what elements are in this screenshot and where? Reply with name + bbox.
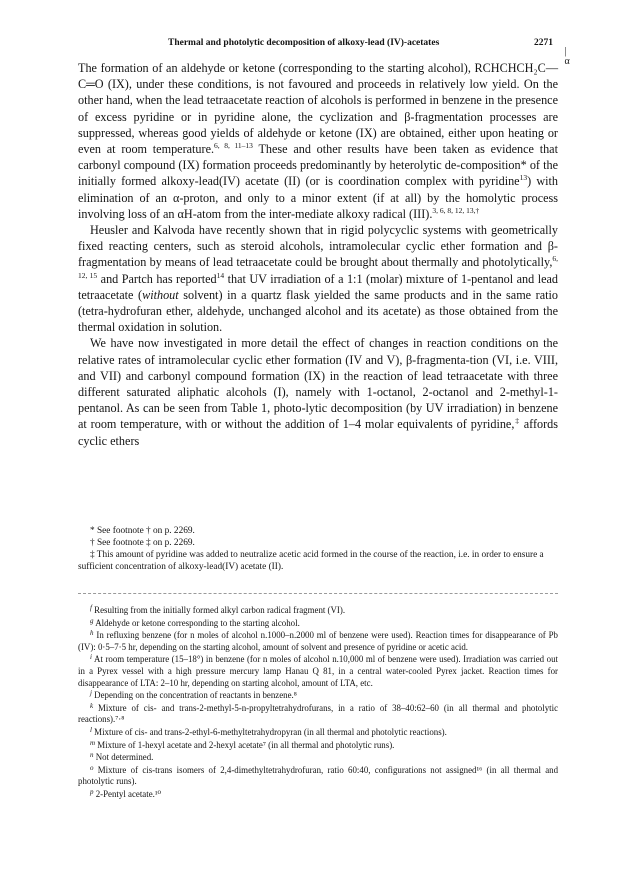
- footnote: * See footnote † on p. 2269.: [90, 526, 195, 536]
- p1-formula-line: [78, 46, 570, 221]
- footnote-mark: f: [90, 604, 92, 612]
- ref-cite: 6, 12, 15: [78, 254, 558, 280]
- table-footnote: [78, 630, 558, 653]
- footnote-mark: o: [90, 763, 94, 772]
- table-footnote: [78, 605, 558, 617]
- running-head: [78, 36, 553, 52]
- table-footnote: [78, 740, 558, 752]
- footnote-text: Aldehyde or ketone corresponding to the starting alcohol.: [95, 617, 300, 628]
- ref-cite: 3, 6, 8, 12, 13,: [432, 205, 476, 215]
- p1-first-line: The formation of an aldehyde or ketone (corresponding to the starting alcohol),: [78, 61, 471, 75]
- p2-text-b: and Partch has reported: [97, 271, 217, 286]
- table-footnote: [78, 654, 558, 689]
- paragraph-3: [78, 335, 558, 448]
- footnote-text: Not determined.: [95, 752, 154, 763]
- footnote-mark: m: [90, 738, 96, 747]
- p2-text-d: solvent) in a quartz flask yielded the same products and in the same ratio (tetra-hydrofuran ether, aldehyde, unchanged alcohol and its acetate) as those obtained from the thermal oxidation in solution.: [78, 287, 558, 335]
- footnote-mark: k: [90, 701, 94, 710]
- footnote-text: At room temperature (15–18°) in benzene (for n moles of alcohol n.10,000 ml of benzene were used). Irradiation was carried out in a Pyrex vessel with a high pressure mercury lamp Hanau Q 81, in a central water-cooled Pyrex jacket. Reaction times for disappearance of LTA: 2–10 hr, depending on starting alcohol, amount of LTA, etc.: [78, 654, 559, 688]
- table-footnote: [78, 727, 558, 739]
- running-head-title: Thermal and photolytic decomposition of alkoxy-lead (IV)-acetates: [168, 38, 440, 48]
- footnote-text: Resulting from the initially formed alkyl carbon radical fragment (VI).: [94, 605, 346, 615]
- footnote-text: Mixture of cis- and trans-2-ethyl-6-methyltetrahydropyran (in all thermal and photolytic reactions).: [94, 726, 447, 737]
- footnote-mark: i: [90, 653, 92, 662]
- footnote-mark: l: [90, 725, 92, 734]
- page-footnotes: [78, 525, 558, 573]
- alpha-bond-mark: |α: [564, 46, 570, 67]
- table-footnote: [78, 618, 558, 630]
- p1-text-a: RCHCHCH₂C—C═O (IX), under these conditions, is not favoured and proceeds in relatively low yield. On the other hand, when the lead tetraacetate reaction of alcohols is performed in benzene in the presence of excess pyridine or in pyridine alone, the cyclization and β-fragmentation processes are suppressed, whereas good yields of aldehyde or ketone (IX) are obtained, either upon heating or even at room temperature.: [78, 61, 559, 157]
- p3-text-b: affords cyclic ethers: [78, 417, 558, 448]
- table-footnote: [78, 703, 558, 726]
- footnote: ‡ This amount of pyridine was added to neutralize acetic acid formed in the course of the reaction, i.e. in order to ensure a sufficient concentration of alkoxy-lead(IV) acetate (II).: [78, 550, 544, 572]
- footnote-mark: n: [90, 751, 94, 760]
- footnote-text: Mixture of cis- and trans-2-methyl-5-n-propyltetrahydrofurans, in a ratio of 38–40:62–60 (in all thermal and photolytic reactions).⁷·⁸: [78, 702, 559, 725]
- table-footnote: [78, 789, 558, 801]
- double-dagger-mark: ‡: [514, 416, 520, 426]
- p2-text-c: that UV irradiation of a 1:1 (molar) mixture of 1-pentanol and lead tetraacetate (: [78, 271, 558, 302]
- footnote-text: 2-Pentyl acetate.¹⁰: [95, 788, 162, 799]
- p1-text-b: These and other results have been taken as evidence that carbonyl compound (IX) formation proceeds predominantly by heterolytic de-composition* of the initially formed alkoxy-lead(IV) acetate (II) (or is coordination complex with pyridine: [78, 142, 558, 189]
- p1-text-c: ) with elimination of an α-proton, and only to a minor extent (if at all) by the homolytic process involving loss of an αH-atom from the inter-mediate alkoxy radical (III).: [78, 174, 558, 221]
- ref-cite: 13: [519, 173, 528, 183]
- paragraph-1: [78, 46, 570, 222]
- footnote-text: Depending on the concentration of reactants in benzene.⁸: [94, 690, 297, 701]
- ref-cite: 14: [216, 270, 225, 280]
- table-footnote: [78, 690, 558, 702]
- footnote-text: Mixture of 1-hexyl acetate and 2-hexyl acetate⁷ (in all thermal and photolytic runs).: [97, 739, 395, 750]
- footnote-text: In refluxing benzene (for n moles of alcohol n.1000–n.2000 ml of benzene were used). Reaction times for disappearance of Pb (IV): 0·5–7·5 hr, depending on the starting alcohol, amount of solvent and presence of pyridine or acetic acid.: [78, 630, 558, 652]
- p3-text-a: We have now investigated in more detail the effect of changes in reaction conditions on the relative rates of intramolecular cyclic ether formation (IV and V), β-fragmenta-tion (VI, i.e. VIII, and VII) and carbonyl compound formation (IX) in the reaction of lead tetraacetate with three different saturated aliphatic alcohols (I), namely with 1-octanol, 2-octanol and 2-methyl-1-pentanol. As can be seen from Table 1, photo-lytic decomposition (by UV irradiation) in benzene at room temperature, with or without the addition of 1–4 molar equivalents of pyridine,: [78, 336, 558, 432]
- footnote: † See footnote ‡ on p. 2269.: [90, 538, 195, 548]
- table-footnote-separator: [78, 593, 558, 595]
- table-footnote: [78, 752, 558, 764]
- ref-cite: 6, 8, 11–13: [214, 141, 253, 151]
- p2-text-a: Heusler and Kalvoda have recently shown that in rigid polycyclic systems with geometrically fixed reacting centers, such as steroid alcohols, intramolecular cyclic ether formation and β-fragmentation by means of lead tetraacetate could be brought about thermally and photolytically,: [78, 223, 558, 270]
- dagger-mark: †: [475, 205, 480, 215]
- table-footnote: [78, 765, 558, 788]
- footnote-mark: g: [90, 616, 94, 625]
- page-number: 2271: [534, 38, 553, 48]
- paragraph-2: [78, 222, 558, 335]
- footnote-text: Mixture of cis-trans isomers of 2,4-dimethyltetrahydrofuran, ratio 60:40, configurations not assigned¹⁶ (in all thermal and photolytic runs).: [78, 764, 559, 787]
- p2-italic-without: without: [142, 287, 179, 302]
- table-footnotes: [78, 605, 558, 802]
- footnote-mark: p: [90, 787, 94, 796]
- footnote-mark: j: [90, 689, 92, 698]
- body-text: [78, 46, 570, 449]
- footnote-mark: h: [90, 629, 94, 638]
